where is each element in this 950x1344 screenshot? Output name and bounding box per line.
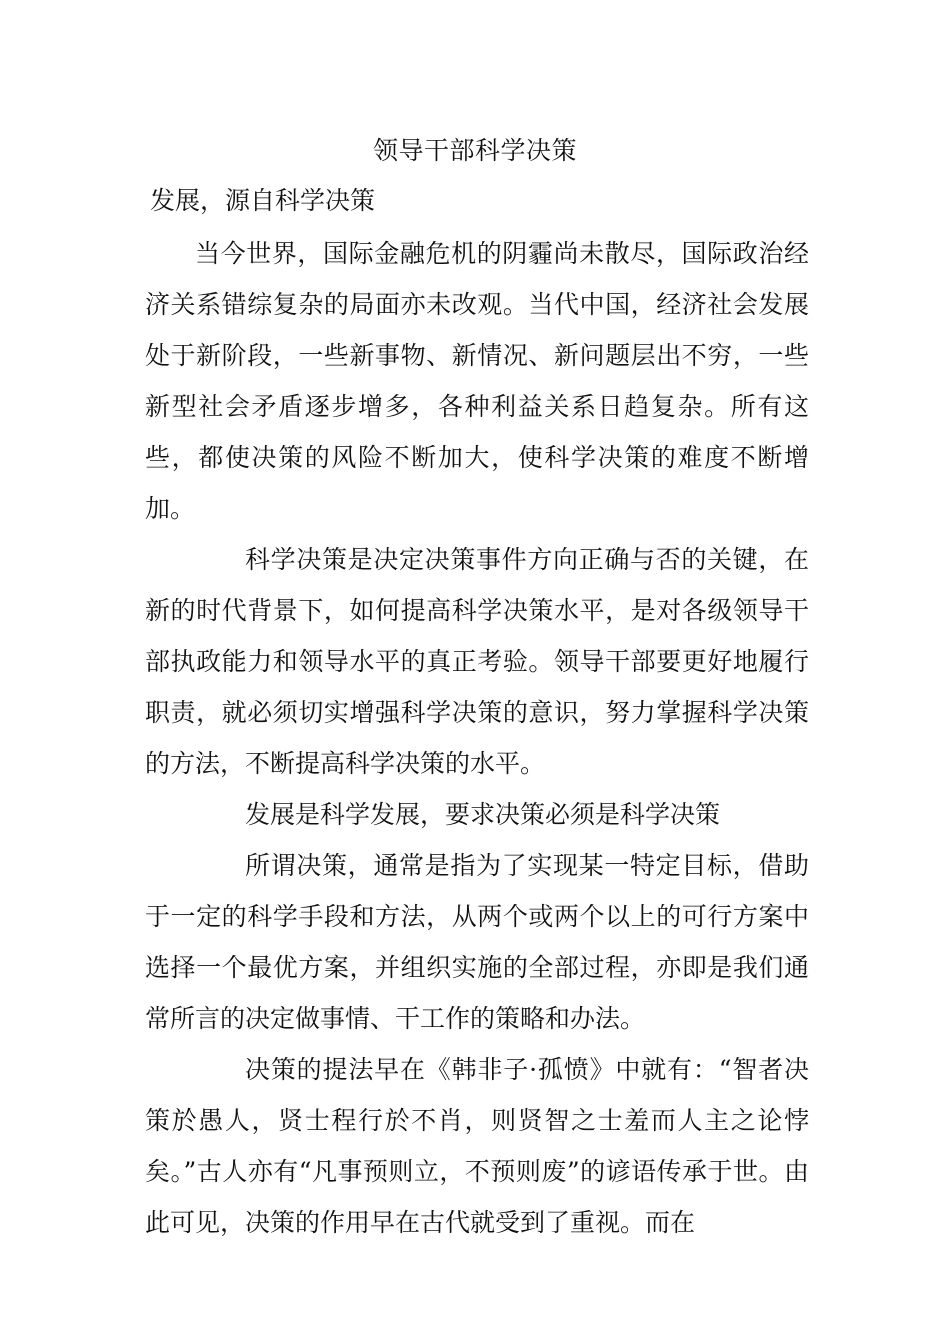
paragraph-4: 决策的提法早在《韩非子·孤愤》中就有：“智者决策於愚人，贤士程行於不肖，则贤智之士羞而人主之论悖矣。”古人亦有“凡事预则立，不预则废”的谚语传承于世。由此可见，决策的作用早在古代就受到了重视。而在 <box>145 1055 809 1237</box>
page-title: 领导干部科学决策 <box>372 136 577 165</box>
paragraph-heading: 发展是科学发展，要求决策必须是科学决策 <box>245 800 721 829</box>
paragraph-3: 所谓决策，通常是指为了实现某一特定目标，借助于一定的科学手段和方法，从两个或两个以上的可行方案中选择一个最优方案，并组织实施的全部过程，亦即是我们通常所言的决定做事情、干工作的策略和办法。 <box>145 851 809 1033</box>
paragraph-1: 当今世界，国际金融危机的阴霾尚未散尽，国际政治经济关系错综复杂的局面亦未改观。当代中国，经济社会发展处于新阶段，一些新事物、新情况、新问题层出不穷，一些新型社会矛盾逐步增多，各种利益关系日趋复杂。所有这些，都使决策的风险不断加大，使科学决策的难度不断增加。 <box>145 239 809 523</box>
document-body <box>145 228 809 1248</box>
section-heading: 发展，源自科学决策 <box>150 186 376 215</box>
paragraph-2: 科学决策是决定决策事件方向正确与否的关键，在新的时代背景下，如何提高科学决策水平，是对各级领导干部执政能力和领导水平的真正考验。领导干部要更好地履行职责，就必须切实增强科学决策的意识，努力掌握科学决策的方法，不断提高科学决策的水平。 <box>145 545 809 778</box>
